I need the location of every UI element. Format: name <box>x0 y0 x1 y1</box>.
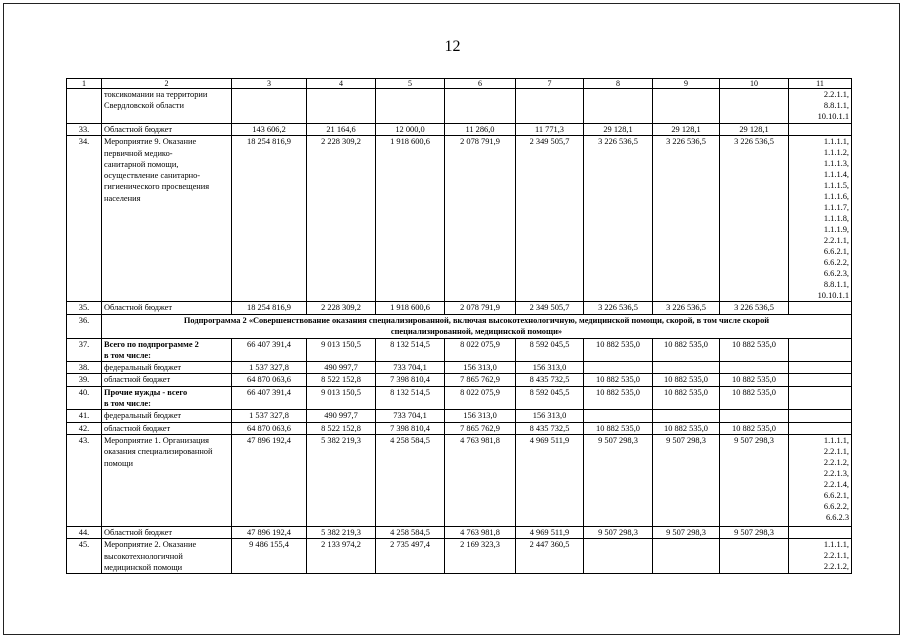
value-cell: 9 507 298,3 <box>653 526 720 538</box>
value-cell: 9 507 298,3 <box>584 526 653 538</box>
value-cell: 9 486 155,4 <box>232 539 307 574</box>
column-header-row <box>67 79 852 89</box>
row-description <box>102 302 232 314</box>
value-cell: 10 882 535,0 <box>720 338 789 362</box>
column-header: 8 <box>584 79 653 89</box>
row-number: 44. <box>67 526 102 538</box>
indicator-code: 2.2.1.3, <box>823 468 849 478</box>
value-cell: 10 882 535,0 <box>653 386 720 410</box>
value-cell: 18 254 816,9 <box>232 136 307 302</box>
row-number: 36. <box>67 314 102 338</box>
target-indicator-codes <box>789 410 852 422</box>
value-cell: 5 382 219,3 <box>307 526 376 538</box>
indicator-code: 1.1.1.1, <box>823 540 849 550</box>
column-header: 6 <box>445 79 516 89</box>
table-row <box>67 410 852 422</box>
value-cell: 2 349 505,7 <box>516 136 584 302</box>
row-description <box>102 434 232 526</box>
value-cell <box>720 89 789 124</box>
value-cell: 3 226 536,5 <box>653 136 720 302</box>
value-cell: 9 013 150,5 <box>307 338 376 362</box>
value-cell <box>232 89 307 124</box>
value-cell: 9 507 298,3 <box>720 526 789 538</box>
value-cell: 21 164,6 <box>307 124 376 136</box>
target-indicator-codes <box>789 526 852 538</box>
indicator-code: 6.6.2.3 <box>825 512 849 522</box>
description-line: Областной бюджет <box>104 527 173 537</box>
indicator-code: 10.10.1.1 <box>817 112 849 121</box>
value-cell: 2 078 791,9 <box>445 302 516 314</box>
value-cell <box>516 89 584 124</box>
value-cell: 2 349 505,7 <box>516 302 584 314</box>
indicator-code: 6.6.2.2, <box>823 501 849 511</box>
row-number: 40. <box>67 386 102 410</box>
row-description <box>102 526 232 538</box>
value-cell: 18 254 816,9 <box>232 302 307 314</box>
target-indicator-codes <box>789 386 852 410</box>
value-cell: 29 128,1 <box>653 124 720 136</box>
row-description <box>102 422 232 434</box>
value-cell: 1 537 327,8 <box>232 410 307 422</box>
indicator-code: 1.1.1.8, <box>823 214 849 224</box>
description-line: высокотехнологичной <box>104 551 183 561</box>
column-header: 7 <box>516 79 584 89</box>
indicator-code: 2.2.1.1, <box>823 236 849 246</box>
column-header: 11 <box>789 79 852 89</box>
column-header: 10 <box>720 79 789 89</box>
target-indicator-codes <box>789 422 852 434</box>
indicator-code: 6.6.2.1, <box>823 247 849 257</box>
value-cell: 8 592 045,5 <box>516 386 584 410</box>
value-cell: 8 022 075,9 <box>445 386 516 410</box>
target-indicator-codes <box>789 434 852 526</box>
value-cell: 7 398 810,4 <box>376 374 445 386</box>
column-header: 9 <box>653 79 720 89</box>
budget-table <box>66 78 852 574</box>
value-cell: 1 918 600,6 <box>376 302 445 314</box>
description-line: областной бюджет <box>104 423 171 433</box>
row-description <box>102 362 232 374</box>
value-cell: 733 704,1 <box>376 410 445 422</box>
target-indicator-codes <box>789 338 852 362</box>
value-cell <box>584 539 653 574</box>
row-description <box>102 410 232 422</box>
value-cell: 4 258 584,5 <box>376 434 445 526</box>
value-cell: 490 997,7 <box>307 362 376 374</box>
row-number: 37. <box>67 338 102 362</box>
description-line: гигиенического просвещения <box>104 182 210 192</box>
value-cell <box>307 89 376 124</box>
table-row <box>67 386 852 410</box>
value-cell: 8 522 152,8 <box>307 422 376 434</box>
value-cell: 7 865 762,9 <box>445 374 516 386</box>
row-description <box>102 124 232 136</box>
row-number: 33. <box>67 124 102 136</box>
table-row <box>67 89 852 124</box>
value-cell <box>445 89 516 124</box>
indicator-code: 8.8.1.1, <box>823 280 849 290</box>
indicator-code: 1.1.1.1, <box>823 137 849 147</box>
value-cell <box>584 89 653 124</box>
value-cell: 47 896 192,4 <box>232 434 307 526</box>
value-cell: 156 313,0 <box>445 410 516 422</box>
value-cell: 1 537 327,8 <box>232 362 307 374</box>
table-row <box>67 362 852 374</box>
value-cell: 156 313,0 <box>516 410 584 422</box>
indicator-code: 2.2.1.1, <box>823 551 849 561</box>
table-row <box>67 314 852 338</box>
target-indicator-codes <box>789 302 852 314</box>
value-cell: 2 133 974,2 <box>307 539 376 574</box>
value-cell: 10 882 535,0 <box>720 374 789 386</box>
target-indicator-codes <box>789 89 852 124</box>
value-cell <box>720 410 789 422</box>
description-line: федеральный бюджет <box>104 411 182 421</box>
value-cell: 9 013 150,5 <box>307 386 376 410</box>
value-cell: 8 592 045,5 <box>516 338 584 362</box>
target-indicator-codes <box>789 374 852 386</box>
value-cell: 11 771,3 <box>516 124 584 136</box>
row-number: 35. <box>67 302 102 314</box>
value-cell: 9 507 298,3 <box>720 434 789 526</box>
indicator-code: 2.2.1.1, <box>823 446 849 456</box>
indicator-code: 2.2.1.2, <box>823 562 849 572</box>
row-number: 38. <box>67 362 102 374</box>
column-header: 2 <box>102 79 232 89</box>
description-line: Свердловской области <box>104 101 184 111</box>
value-cell: 156 313,0 <box>516 362 584 374</box>
column-header: 3 <box>232 79 307 89</box>
value-cell: 10 882 535,0 <box>653 422 720 434</box>
description-line: Областной бюджет <box>104 303 173 313</box>
description-line: Мероприятие 2. Оказание <box>104 540 197 550</box>
indicator-code: 2.2.1.4, <box>823 479 849 489</box>
value-cell: 66 407 391,4 <box>232 386 307 410</box>
value-cell: 2 078 791,9 <box>445 136 516 302</box>
value-cell: 3 226 536,5 <box>584 302 653 314</box>
description-line: Мероприятие 1. Организация <box>104 435 209 445</box>
table-row <box>67 539 852 574</box>
value-cell <box>584 410 653 422</box>
value-cell: 4 763 981,8 <box>445 434 516 526</box>
table-row <box>67 302 852 314</box>
indicator-code: 1.1.1.5, <box>823 181 849 191</box>
value-cell: 9 507 298,3 <box>653 434 720 526</box>
row-number: 39. <box>67 374 102 386</box>
value-cell: 8 435 732,5 <box>516 422 584 434</box>
description-line: федеральный бюджет <box>104 363 182 373</box>
value-cell: 10 882 535,0 <box>584 338 653 362</box>
value-cell <box>653 539 720 574</box>
column-header: 1 <box>67 79 102 89</box>
indicator-code: 8.8.1.1, <box>823 101 849 110</box>
value-cell: 7 398 810,4 <box>376 422 445 434</box>
value-cell: 10 882 535,0 <box>720 422 789 434</box>
indicator-code: 6.6.2.3, <box>823 269 849 279</box>
value-cell: 156 313,0 <box>445 362 516 374</box>
value-cell: 5 382 219,3 <box>307 434 376 526</box>
row-number: 42. <box>67 422 102 434</box>
row-description <box>102 338 232 362</box>
value-cell: 3 226 536,5 <box>720 302 789 314</box>
value-cell: 10 882 535,0 <box>653 374 720 386</box>
value-cell <box>584 362 653 374</box>
value-cell: 9 507 298,3 <box>584 434 653 526</box>
value-cell: 8 435 732,5 <box>516 374 584 386</box>
target-indicator-codes <box>789 124 852 136</box>
row-description <box>102 136 232 302</box>
row-number: 43. <box>67 434 102 526</box>
value-cell: 29 128,1 <box>720 124 789 136</box>
description-line: Мероприятие 9. Оказание <box>104 137 197 147</box>
table-row <box>67 422 852 434</box>
row-number: 45. <box>67 539 102 574</box>
value-cell: 4 763 981,8 <box>445 526 516 538</box>
indicator-code: 10.10.1.1 <box>817 291 849 301</box>
column-header: 4 <box>307 79 376 89</box>
value-cell: 11 286,0 <box>445 124 516 136</box>
description-line: населения <box>104 193 141 203</box>
value-cell: 2 169 323,3 <box>445 539 516 574</box>
value-cell: 10 882 535,0 <box>584 422 653 434</box>
value-cell <box>376 89 445 124</box>
description-line: токсикомании на территории <box>104 90 208 99</box>
indicator-code: 1.1.1.2, <box>823 148 849 158</box>
row-description <box>102 539 232 574</box>
value-cell: 490 997,7 <box>307 410 376 422</box>
indicator-code: 2.2.1.1, <box>823 90 849 99</box>
section-heading <box>102 314 852 338</box>
target-indicator-codes <box>789 136 852 302</box>
indicator-code: 1.1.1.7, <box>823 203 849 213</box>
indicator-code: 6.6.2.1, <box>823 490 849 500</box>
indicator-code: 6.6.2.2, <box>823 258 849 268</box>
row-number: 34. <box>67 136 102 302</box>
target-indicator-codes <box>789 539 852 574</box>
value-cell: 66 407 391,4 <box>232 338 307 362</box>
indicator-code: 1.1.1.9, <box>823 225 849 235</box>
value-cell: 10 882 535,0 <box>584 374 653 386</box>
row-number: 41. <box>67 410 102 422</box>
value-cell: 64 870 063,6 <box>232 422 307 434</box>
table-row <box>67 374 852 386</box>
page-number: 12 <box>444 38 461 55</box>
description-line: в том числе: <box>104 399 151 409</box>
value-cell <box>720 362 789 374</box>
table-row <box>67 136 852 302</box>
description-line: Прочие нужды - всего <box>104 387 188 397</box>
value-cell: 2 735 497,4 <box>376 539 445 574</box>
value-cell: 4 258 584,5 <box>376 526 445 538</box>
row-description <box>102 386 232 410</box>
value-cell: 3 226 536,5 <box>653 302 720 314</box>
value-cell: 10 882 535,0 <box>720 386 789 410</box>
value-cell: 2 447 360,5 <box>516 539 584 574</box>
description-line: в том числе: <box>104 350 151 360</box>
value-cell: 29 128,1 <box>584 124 653 136</box>
table-row <box>67 434 852 526</box>
value-cell: 2 228 309,2 <box>307 136 376 302</box>
value-cell: 10 882 535,0 <box>584 386 653 410</box>
description-line: Областной бюджет <box>104 125 173 134</box>
description-line: помощи <box>104 458 133 468</box>
indicator-code: 1.1.1.1, <box>823 435 849 445</box>
target-indicator-codes <box>789 362 852 374</box>
description-line: областной бюджет <box>104 375 171 385</box>
row-description <box>102 89 232 124</box>
description-line: оказания специализированной <box>104 447 213 457</box>
value-cell: 8 132 514,5 <box>376 338 445 362</box>
table-row <box>67 526 852 538</box>
value-cell: 8 132 514,5 <box>376 386 445 410</box>
indicator-code: 2.2.1.2, <box>823 457 849 467</box>
value-cell: 3 226 536,5 <box>584 136 653 302</box>
indicator-code: 1.1.1.3, <box>823 159 849 169</box>
value-cell: 3 226 536,5 <box>720 136 789 302</box>
section-heading-line: специализированной, медицинской помощи» <box>390 327 563 337</box>
column-header: 5 <box>376 79 445 89</box>
description-line: санитарной помощи, <box>104 159 179 169</box>
description-line: медицинской помощи <box>104 562 183 572</box>
value-cell: 2 228 309,2 <box>307 302 376 314</box>
value-cell: 4 969 511,9 <box>516 434 584 526</box>
description-line: осуществление санитарно- <box>104 171 201 181</box>
value-cell: 733 704,1 <box>376 362 445 374</box>
value-cell: 143 606,2 <box>232 124 307 136</box>
indicator-code: 1.1.1.6, <box>823 192 849 202</box>
table-row <box>67 338 852 362</box>
value-cell: 4 969 511,9 <box>516 526 584 538</box>
value-cell <box>720 539 789 574</box>
row-description <box>102 374 232 386</box>
description-line: первичной медико- <box>104 148 173 158</box>
value-cell <box>653 362 720 374</box>
value-cell <box>653 89 720 124</box>
value-cell: 12 000,0 <box>376 124 445 136</box>
value-cell <box>653 410 720 422</box>
value-cell: 7 865 762,9 <box>445 422 516 434</box>
row-number <box>67 89 102 124</box>
description-line: Всего по подпрограмме 2 <box>104 339 199 349</box>
value-cell: 8 022 075,9 <box>445 338 516 362</box>
value-cell: 1 918 600,6 <box>376 136 445 302</box>
value-cell: 8 522 152,8 <box>307 374 376 386</box>
table-row <box>67 124 852 136</box>
value-cell: 64 870 063,6 <box>232 374 307 386</box>
value-cell: 10 882 535,0 <box>653 338 720 362</box>
section-heading-line: Подпрограмма 2 «Совершенствование оказания специализированной, включая высокотехнологичную, медицинской помощи, скорой, в том числе скорой <box>183 315 770 325</box>
value-cell: 47 896 192,4 <box>232 526 307 538</box>
indicator-code: 1.1.1.4, <box>823 170 849 180</box>
